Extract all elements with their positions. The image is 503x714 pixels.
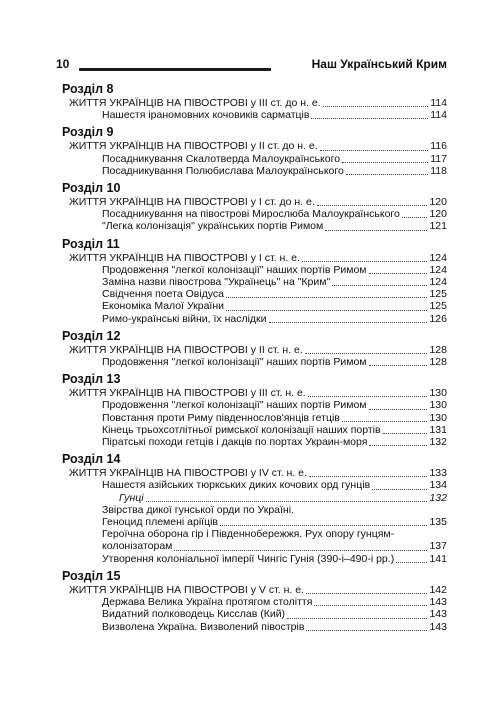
book-title: Наш Український Крим — [311, 57, 447, 71]
entry-title: Держава Велика Україна протягом століття — [102, 596, 313, 609]
toc-chapter-entry — [63, 584, 447, 596]
dot-leader — [372, 488, 427, 490]
page-number: 10 — [56, 57, 70, 71]
entry-title: колонізаторам — [102, 540, 173, 553]
section-title: Розділ 9 — [62, 125, 114, 140]
entry-title: ЖИТТЯ УКРАЇНЦІВ НА ПІВОСТРОВІ у І ст. н. е. — [69, 251, 300, 264]
entry-title: Визволена Україна. Визволений півострів — [102, 620, 305, 633]
toc-subentry — [63, 516, 447, 528]
entry-page-number: 114 — [430, 109, 447, 122]
dot-leader — [226, 296, 427, 298]
entry-page-number: 118 — [430, 164, 447, 177]
toc-section — [63, 237, 447, 325]
toc-section — [63, 329, 447, 368]
dot-leader — [346, 173, 428, 175]
entry-page-number: 116 — [430, 140, 447, 153]
entry-page-number: 130 — [429, 387, 447, 400]
entry-title: Геноцид племені аріїців — [102, 516, 218, 529]
toc-section — [63, 569, 447, 633]
toc-subentry — [63, 288, 447, 300]
dot-leader — [325, 229, 427, 231]
toc-subentry — [63, 424, 447, 436]
entry-page-number: 117 — [430, 152, 447, 165]
entry-title: ЖИТТЯ УКРАЇНЦІВ НА ПІВОСТРОВІ у ІІІ ст. н. е. — [69, 387, 306, 400]
entry-title: Видатний полководець Кисслав (Кий) — [102, 608, 286, 621]
toc-subentry — [63, 264, 447, 276]
section-title: Розділ 13 — [62, 372, 121, 387]
toc-chapter-entry — [63, 252, 447, 264]
dot-leader — [305, 352, 428, 354]
entry-title: Героїчна оборона гір і Південнобережжя. Рух опору гунцям- — [102, 528, 395, 541]
entry-page-number: 143 — [429, 620, 447, 633]
section-title: Розділ 12 — [62, 328, 121, 343]
entry-page-number: 124 — [429, 276, 447, 289]
dot-leader — [306, 629, 427, 631]
section-title: Розділ 14 — [62, 452, 121, 467]
entry-page-number: 132 — [429, 491, 447, 504]
dot-leader — [174, 549, 427, 551]
toc-subentry — [63, 109, 447, 121]
toc-subentry — [63, 479, 447, 491]
toc-subentry — [63, 220, 447, 232]
dot-leader — [369, 272, 428, 274]
toc-subentry — [63, 300, 447, 312]
dot-leader — [369, 408, 428, 410]
entry-title: ЖИТТЯ УКРАЇНЦІВ НА ПІВОСТРОВІ у ІV ст. н. е. — [69, 467, 307, 480]
toc-chapter-entry — [63, 467, 447, 479]
entry-title: Посадникування Полюбислава Малоукраїнського — [102, 164, 344, 177]
entry-page-number: 131 — [429, 423, 447, 436]
toc-subentry — [63, 492, 447, 504]
entry-page-number: 143 — [429, 608, 447, 621]
entry-page-number: 114 — [430, 97, 447, 109]
entry-page-number: 134 — [429, 479, 447, 492]
entry-page-number: 125 — [429, 288, 447, 301]
toc-chapter-entry — [63, 140, 447, 152]
dot-leader — [220, 524, 427, 526]
entry-title: ЖИТТЯ УКРАЇНЦІВ НА ПІВОСТРОВІ у ІІ ст. до н. е. — [69, 140, 318, 153]
entry-title: Посадникування на півострові Мирослюба Малоукраїнського — [102, 208, 400, 221]
dot-leader — [317, 204, 428, 206]
entry-page-number: 143 — [429, 596, 447, 609]
entry-title: Економіка Малої України — [102, 300, 225, 313]
entry-page-number: 125 — [429, 300, 447, 313]
entry-title: Свідчення поета Овідуса — [102, 288, 225, 301]
dot-leader — [311, 117, 428, 119]
entry-title: ЖИТТЯ УКРАЇНЦІВ НА ПІВОСТРОВІ у ІІ ст. н. е. — [69, 343, 303, 356]
toc-subentry — [63, 553, 447, 565]
dot-leader — [306, 592, 428, 594]
entry-title: Продовження "легкої колонізації" наших портів Римом — [102, 263, 367, 276]
toc-subentry — [63, 608, 447, 620]
entry-page-number: 133 — [429, 467, 447, 480]
dot-leader — [383, 432, 428, 434]
entry-title: Гунці — [119, 491, 144, 504]
toc-subentry — [63, 399, 447, 411]
dot-leader — [302, 260, 428, 262]
toc-chapter-entry — [63, 387, 447, 399]
header-rule — [79, 68, 271, 71]
dot-leader — [369, 364, 428, 366]
dot-leader — [323, 105, 429, 107]
entry-title: Продовження "легкої колонізації" наших портів Римом — [102, 399, 367, 412]
entry-title: Римо-українські війни, їх наслідки — [102, 312, 267, 325]
dot-leader — [369, 444, 427, 446]
dot-leader — [226, 309, 427, 311]
entry-page-number: 132 — [429, 436, 447, 449]
entry-page-number: 137 — [429, 540, 447, 553]
entry-page-number: 142 — [429, 583, 447, 596]
toc-section — [63, 125, 447, 177]
entry-page-number: 124 — [429, 251, 447, 264]
toc-subentry — [63, 504, 447, 516]
entry-title: Піратські походи гетців і дакців по портах Украин-моря — [102, 436, 368, 449]
dot-leader — [342, 420, 428, 422]
toc-section — [63, 181, 447, 233]
toc-subentry — [63, 540, 447, 552]
entry-title: Утворення колоніальної імперії Чингіс Гунія (390-і–490-і рр.) — [102, 552, 395, 565]
toc-chapter-entry — [63, 344, 447, 356]
entry-title: ЖИТТЯ УКРАЇНЦІВ НА ПІВОСТРОВІ у ІІІ ст. до н. е. — [69, 97, 321, 109]
entry-page-number: 130 — [429, 411, 447, 424]
entry-title: Звірства дикої гунської орди по Україні. — [102, 503, 294, 516]
toc-chapter-entry — [63, 196, 447, 208]
entry-title: Посадникування Скалотверда Малоукраїнського — [102, 152, 341, 165]
entry-page-number: 120 — [429, 208, 447, 221]
dot-leader — [332, 284, 427, 286]
entry-page-number: 121 — [429, 220, 447, 233]
entry-title: Нашестя іраномовних кочовиків сарматців — [102, 109, 310, 122]
entry-title: ЖИТТЯ УКРАЇНЦІВ НА ПІВОСТРОВІ у V ст. н. е. — [69, 583, 304, 596]
entry-title: ЖИТТЯ УКРАЇНЦІВ НА ПІВОСТРОВІ у І ст. до н. е. — [69, 196, 315, 209]
dot-leader — [320, 149, 429, 151]
toc-section — [63, 372, 447, 448]
toc-subentry — [63, 165, 447, 177]
entry-page-number: 120 — [429, 196, 447, 209]
entry-title: Заміна назви півострова "Українець" на "Крим" — [102, 276, 331, 289]
dot-leader — [269, 321, 428, 323]
dot-leader — [308, 395, 428, 397]
entry-page-number: 126 — [429, 312, 447, 325]
section-title: Розділ 8 — [62, 82, 114, 96]
dot-leader — [396, 561, 427, 563]
entry-page-number: 124 — [429, 263, 447, 276]
toc-subentry — [63, 621, 447, 633]
entry-page-number: 130 — [429, 399, 447, 412]
entry-title: "Легка колонізація" українських портів Римом — [102, 220, 324, 233]
toc-subentry — [63, 313, 447, 325]
toc-subentry — [63, 596, 447, 608]
section-title: Розділ 15 — [62, 568, 121, 583]
dot-leader — [146, 500, 428, 502]
entry-page-number: 141 — [429, 552, 447, 565]
dot-leader — [287, 617, 427, 619]
table-of-contents — [63, 82, 447, 637]
toc-subentry — [63, 356, 447, 368]
dot-leader — [314, 604, 427, 606]
entry-page-number: 135 — [429, 516, 447, 529]
toc-subentry — [63, 412, 447, 424]
toc-section — [63, 452, 447, 565]
dot-leader — [342, 161, 428, 163]
entry-title: Кінець трьохсотлітньої римської колонізації наших портів — [102, 423, 381, 436]
entry-title: Повстання проти Риму південнослов'янців гетців — [102, 411, 340, 424]
toc-subentry — [63, 153, 447, 165]
toc-section — [63, 82, 447, 121]
entry-title: Нашестя азійських тюркських диких кочових орд гунців — [102, 479, 371, 492]
section-title: Розділ 10 — [62, 181, 121, 196]
entry-title: Продовження "легкої колонізації" наших портів Римом — [102, 356, 367, 369]
toc-subentry — [63, 528, 447, 540]
dot-leader — [309, 475, 428, 477]
toc-subentry — [63, 276, 447, 288]
section-title: Розділ 11 — [62, 236, 120, 251]
toc-subentry — [63, 436, 447, 448]
dot-leader — [402, 216, 428, 218]
toc-chapter-entry — [63, 97, 447, 109]
toc-subentry — [63, 208, 447, 220]
entry-page-number: 128 — [429, 356, 447, 369]
entry-page-number: 128 — [429, 343, 447, 356]
